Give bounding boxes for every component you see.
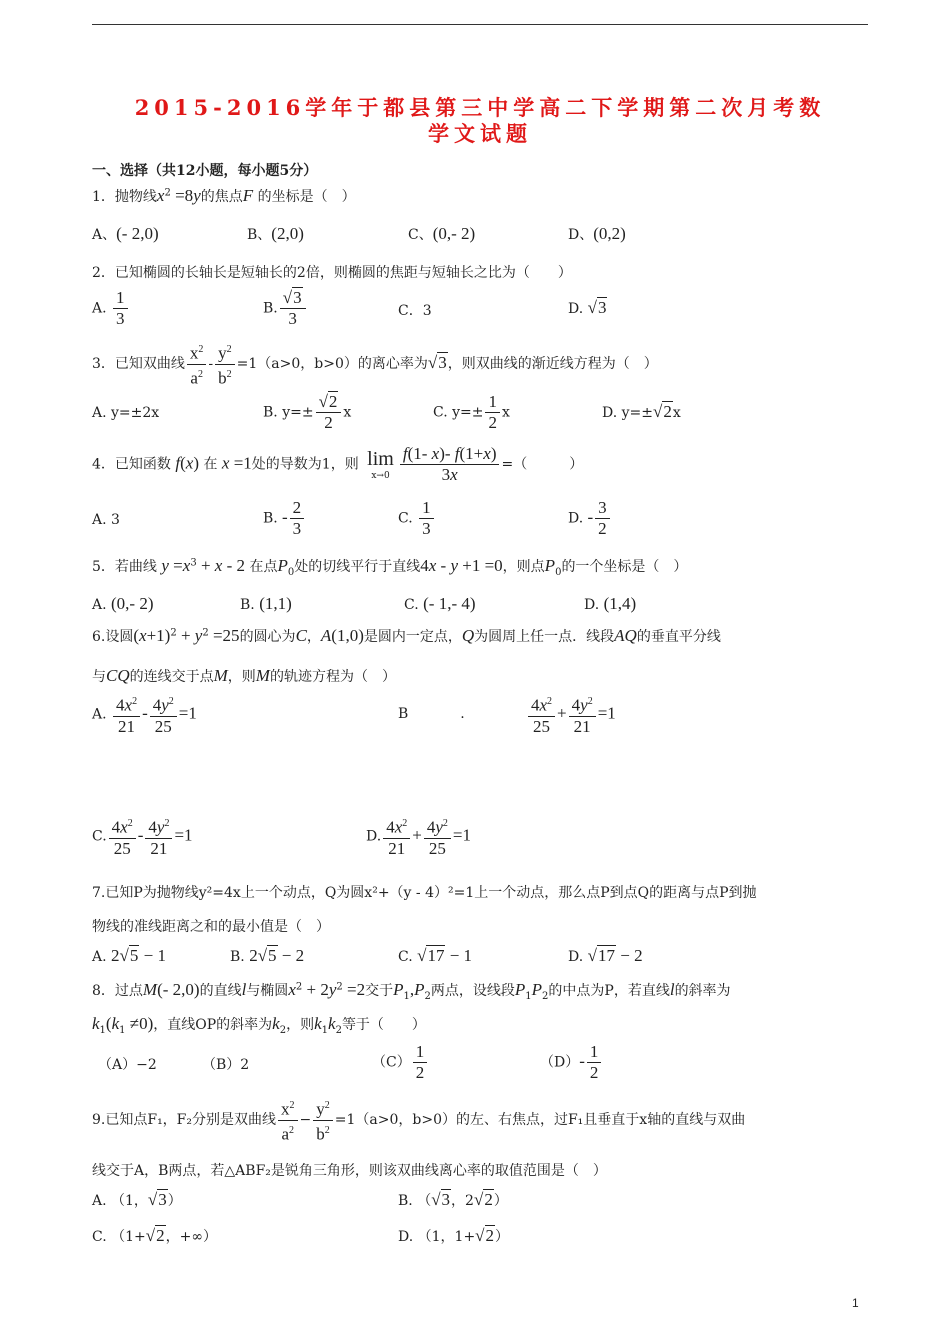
question-8: 8．过点M(- 2,0)的直线l与椭圆$x^2 + 2y^2 =2$交于$P_1,P_2$两点，设线段$P_1P_2$的中点为P，若直线l的斜率为 xyxy=(92,980,731,1002)
question-9: 9.已知点F₁，F₂分别是双曲线 $\frac{x^2}{a^2}$ − $\frac{y^2}{b^2}$ =1（a>0，b>0）的左、右焦点，过F₁且垂直于x轴的直线与双曲 xyxy=(92,1096,745,1144)
q9-option-d: D. （1，1+√2） xyxy=(398,1226,510,1245)
q4-option-b: B. - $\frac{2}{3}$ xyxy=(263,498,306,539)
q2-option-d: D. √3 xyxy=(568,298,607,317)
header-rule xyxy=(92,24,868,25)
q5-option-b: B. (1,1) xyxy=(240,594,292,613)
q6-option-b-label: B . xyxy=(398,706,465,722)
question-2: 2．已知椭圆的长轴长是短轴长的2倍，则椭圆的焦距与短轴长之比为（ ） xyxy=(92,265,572,281)
q8-option-c: （C） $\frac{1}{2}$ xyxy=(372,1042,429,1083)
question-9-line2: 线交于A，B两点，若△ABF₂是锐角三角形，则该双曲线离心率的取值范围是（ ） xyxy=(92,1163,607,1179)
q7-option-b: B. 2√5 − 2 xyxy=(230,946,305,965)
question-3: 3．已知双曲线 $\frac{x^2}{a^2}$ - $\frac{y^2}{b^2}$ =1（a>0，b>0）的离心率为√3，则双曲线的渐近线方程为（ ） xyxy=(92,340,658,388)
question-6-line2: 与CQ的连线交于点M，则M的轨迹方程为（ ） xyxy=(92,666,396,685)
q4-option-d: D. - $\frac{3}{2}$ xyxy=(568,498,612,539)
q2-option-a: A. $\frac{1}{3}$ xyxy=(92,288,130,329)
q5-option-d: D. (1,4) xyxy=(584,594,637,613)
q3-option-d: D. y=±√2x xyxy=(602,402,681,421)
q1-option-c: C、(0,- 2) xyxy=(408,224,476,243)
q6-option-c: C. $\frac{4x^2}{25}$ - $\frac{4y^2}{21}$ =1 xyxy=(92,814,193,859)
q6-option-d: D. $\frac{4x^2}{21}$ + $\frac{4y^2}{25}$ =1 xyxy=(366,814,471,859)
q9-option-b: B. （√3，2√2） xyxy=(398,1190,508,1209)
q1-option-d: D、(0,2) xyxy=(568,224,626,243)
section-heading: 一、选择（共12小题，每小题5分） xyxy=(92,163,318,179)
q2-option-c: C．3 xyxy=(398,303,432,319)
q1-option-b: B、(2,0) xyxy=(247,224,304,243)
q2-option-b: B. $\frac{√3}{3}$ xyxy=(263,288,308,329)
q9-option-a: A. （1，√3） xyxy=(92,1190,182,1209)
page-title-line2: 学文试题 xyxy=(428,121,532,146)
question-1: 1．抛物线$x^2 =8y$的焦点F 的坐标是（ ） xyxy=(92,186,356,205)
q8-option-a: （A）−2 xyxy=(98,1057,157,1073)
q4-option-a: A. 3 xyxy=(92,512,120,528)
q8-option-b: （B）2 xyxy=(202,1057,250,1073)
q1-option-a: A、(- 2,0) xyxy=(92,224,159,243)
question-4: 4．已知函数 f(x) 在 x =1处的导数为1，则 lim x→0 $\frac{f(1- x)- f(1+x)}{3x}$ =（ ） xyxy=(92,444,584,484)
q5-option-a: A. (0,- 2) xyxy=(92,594,154,613)
q3-option-b: B. y=± $\frac{√2}{2}$ x xyxy=(263,392,352,432)
page-title: 2015-2016学年于都县第三中学高二下学期第二次月考数 xyxy=(134,95,826,120)
question-6: 6.设圆$(x+1)^2 + y^2 =25$的圆心为C，A(1,0)是圆内一定点，Q为圆周上任一点．线段AQ的垂直平分线 xyxy=(92,626,721,645)
question-7: 7.已知P为抛物线y²=4x上一个动点，Q为圆x²+（y - 4）²=1上一个动点，那么点P到点Q的距离与点P到抛 xyxy=(92,885,757,901)
q7-option-c: C. √17 − 1 xyxy=(398,946,473,965)
q9-option-c: C. （1+√2，+∞） xyxy=(92,1226,218,1245)
q8-option-d: （D）- $\frac{1}{2}$ xyxy=(540,1042,603,1083)
q3-option-c: C. y=± $\frac{1}{2}$ x xyxy=(433,392,510,432)
q7-option-a: A. 2√5 − 1 xyxy=(92,946,166,965)
question-5: 5．若曲线 $y =x^3 + x - 2$ 在点$P_0$处的切线平行于直线4x - y +1 =0，则点$P_0$的一个坐标是（ ） xyxy=(92,556,688,578)
q3-option-a: A. y=±2x xyxy=(92,405,160,421)
q4-option-c: C. $\frac{1}{3}$ xyxy=(398,498,436,539)
question-7-line2: 物线的准线距离之和的最小值是（ ） xyxy=(92,919,330,935)
question-8-line2: $k_1(k_1 \ne 0)$，直线OP的斜率为$k_2$，则$k_1k_2$等于（ ） xyxy=(92,1014,426,1036)
q6-option-a: A. $\frac{4x^2}{21}$ - $\frac{4y^2}{25}$ =1 xyxy=(92,692,197,737)
q7-option-d: D. √17 − 2 xyxy=(568,946,643,965)
q5-option-c: C. (- 1,- 4) xyxy=(404,594,476,613)
q6-option-b: $\frac{4x^2}{25}$ + $\frac{4y^2}{21}$ =1 xyxy=(526,692,616,737)
page-number: 1 xyxy=(852,1296,859,1310)
